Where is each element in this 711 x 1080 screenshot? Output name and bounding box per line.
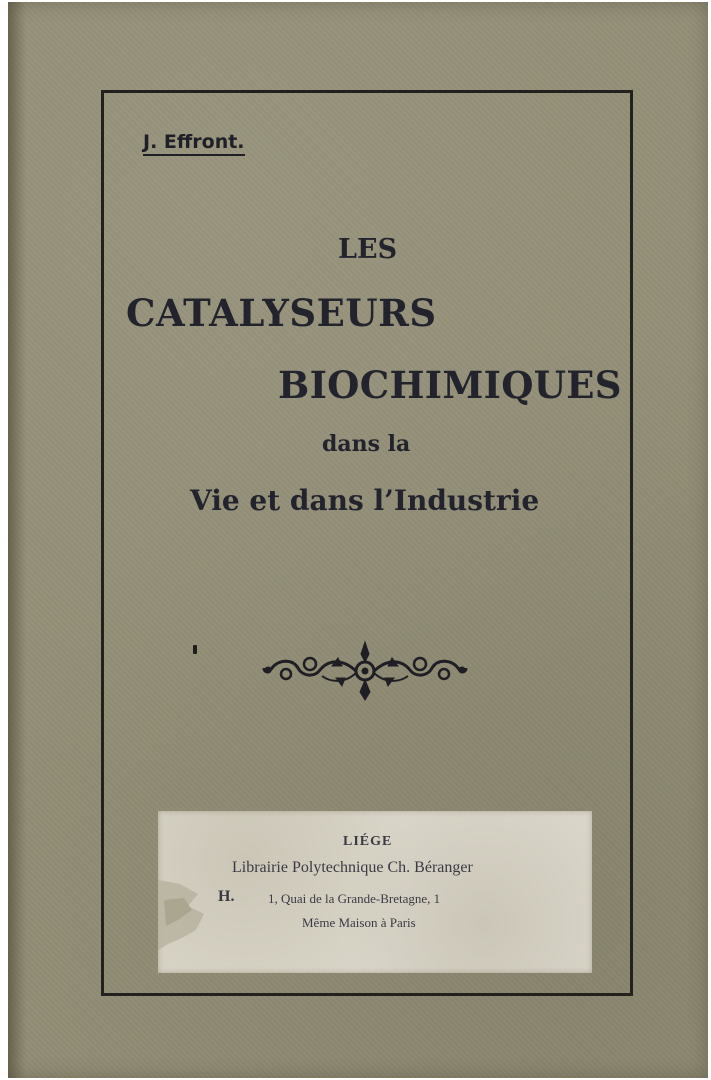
spine-edge — [8, 2, 26, 1078]
label-city: LIÉGE — [343, 834, 393, 849]
label-branch: Même Maison à Paris — [302, 915, 416, 930]
title-line-biochimiques: BIOCHIMIQUES — [278, 363, 622, 407]
title-line-dans-la: dans la — [322, 431, 411, 457]
floral-ornament-icon — [262, 640, 468, 702]
label-address: 1, Quai de la Grande-Bretagne, 1 — [268, 891, 441, 906]
title-line-catalyseurs: CATALYSEURS — [126, 291, 437, 335]
title-line-vie-industrie: Vie et dans l’Industrie — [190, 484, 540, 517]
label-publisher: Librairie Polytechnique Ch. Béranger — [232, 859, 473, 876]
author-name: J. Effront. — [143, 131, 245, 156]
label-torn-letter: H. — [218, 888, 235, 905]
title-line-les: LES — [338, 234, 398, 265]
ink-speck — [193, 645, 197, 654]
